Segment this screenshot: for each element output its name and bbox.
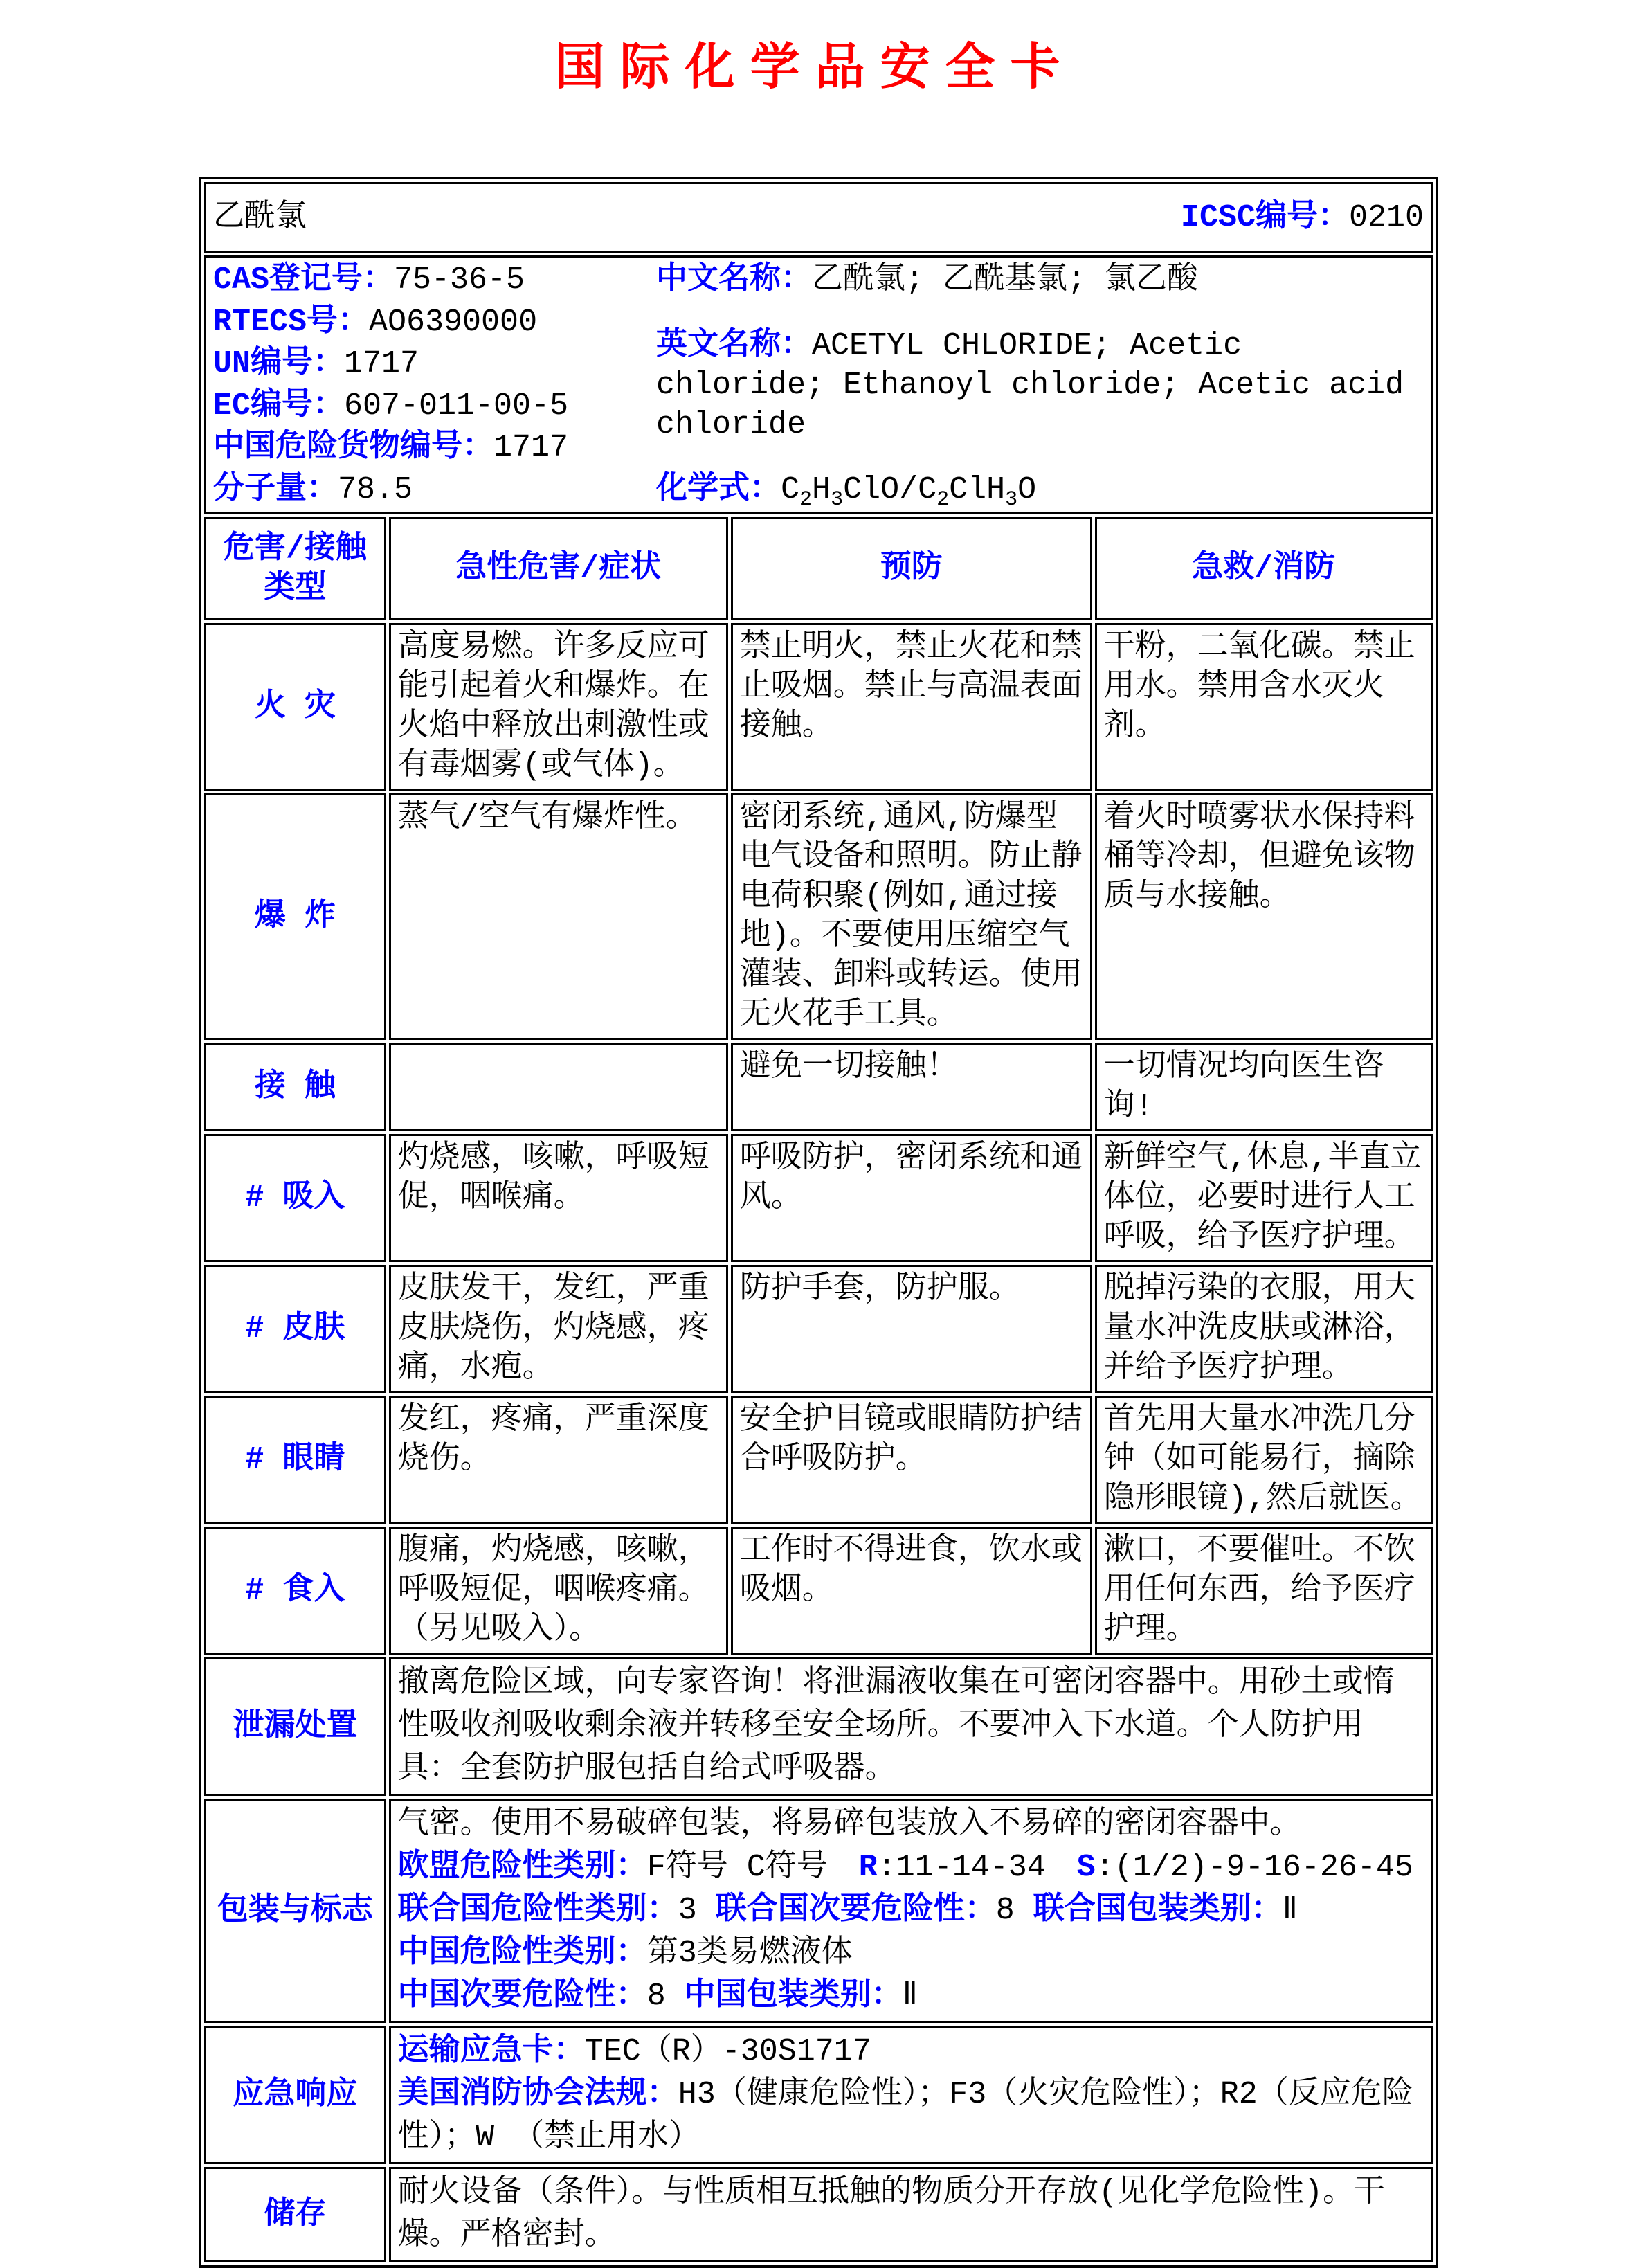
row-spill	[204, 1657, 1433, 1796]
row-emergency	[204, 2026, 1433, 2164]
icsc-card-table	[199, 177, 1438, 2268]
row-eyes-prevention: 安全护目镜或眼睛防护结合呼吸防护。	[731, 1396, 1092, 1524]
row-inhalation-response: 新鲜空气,休息,半直立体位，必要时进行人工呼吸，给予医疗护理。	[1095, 1134, 1433, 1262]
info-cell	[204, 255, 1433, 514]
packaging-line-eu: 欧盟危险性类别：F符号 C符号 R:11-14-34 S:(1/2)-9-16-26-45	[397, 1850, 1413, 1885]
row-contact-response: 一切情况均向医生咨询!	[1095, 1043, 1433, 1131]
chemical-formula: 化学式：$C_2H_3ClO/C_2ClH_3O$	[656, 472, 1037, 512]
row-fire	[204, 623, 1433, 791]
row-inhalation	[204, 1134, 1433, 1262]
row-eyes-response: 首先用大量水冲洗几分钟（如可能易行，摘除隐形眼镜),然后就医。	[1095, 1396, 1433, 1524]
identifier-rtecs: RTECS号：AO6390000	[213, 304, 538, 340]
formula-value: $C_2H_3ClO/C_2ClH_3O$	[781, 472, 1037, 512]
row-contact-label: 接 触	[204, 1043, 386, 1131]
row-fire-label: 火 灾	[204, 623, 386, 791]
row-emergency-label: 应急响应	[204, 2026, 386, 2164]
row-explosion-label: 爆 炸	[204, 793, 386, 1040]
row-skin-symptoms: 皮肤发干，发红，严重皮肤烧伤，灼烧感，疼痛，水疱。	[389, 1265, 728, 1393]
row-ingestion-response: 漱口，不要催吐。不饮用任何东西，给予医疗护理。	[1095, 1527, 1433, 1655]
emergency-line-nfpa: 美国消防协会法规：H3（健康危险性）；F3（火灾危险性）；R2（反应危险性）；W （禁止用水）	[397, 2077, 1413, 2155]
row-storage-content: 耐火设备（条件）。与性质相互抵触的物质分开存放(见化学危险性)。干燥。严格密封。	[389, 2167, 1433, 2262]
row-spill-content: 撤离危险区域，向专家咨询！将泄漏液收集在可密闭容器中。用砂土或惰性吸收剂吸收剩余液并转移至安全场所。不要冲入下水道。个人防护用具：全套防护服包括自给式呼吸器。	[389, 1657, 1433, 1796]
identifier-mol-weight: 分子量：78.5	[213, 471, 413, 507]
header-symptoms: 急性危害/症状	[389, 517, 728, 620]
row-fire-prevention: 禁止明火，禁止火花和禁止吸烟。禁止与高温表面接触。	[731, 623, 1092, 791]
identifier-cas: CAS登记号：75-36-5	[213, 262, 525, 298]
name-row	[204, 182, 1433, 253]
english-names: 英文名称：ACETYL CHLORIDE; Acetic chloride; Ethanoyl chloride; Acetic acid chloride	[656, 327, 1404, 442]
packaging-line-china-sub: 中国次要危险性：8 中国包装类别：Ⅱ	[397, 1979, 918, 2014]
icsc-number-value: 0210	[1348, 199, 1424, 235]
table-header-row	[204, 517, 1433, 620]
identifier-list	[213, 260, 656, 510]
row-emergency-content	[389, 2026, 1433, 2164]
row-skin	[204, 1265, 1433, 1393]
emergency-line-tec: 运输应急卡：TEC（R）-30S1717	[397, 2034, 871, 2069]
packaging-line-china-class: 中国危险性类别：第3类易燃液体	[397, 1936, 853, 1971]
row-packaging-label: 包装与标志	[204, 1799, 386, 2023]
icsc-number-label: ICSC编号：	[1180, 199, 1349, 235]
name-list	[656, 260, 1424, 510]
row-inhalation-prevention: 呼吸防护，密闭系统和通风。	[731, 1134, 1092, 1262]
row-explosion-prevention: 密闭系统,通风,防爆型电气设备和照明。防止静电荷积聚(例如,通过接地)。不要使用压缩空气灌装、卸料或转运。使用无火花手工具。	[731, 793, 1092, 1040]
row-contact-symptoms	[389, 1043, 728, 1131]
row-contact-prevention: 避免一切接触！	[731, 1043, 1092, 1131]
header-response: 急救/消防	[1095, 517, 1433, 620]
identifier-ec: EC编号：607-011-00-5	[213, 388, 569, 424]
row-fire-symptoms: 高度易燃。许多反应可能引起着火和爆炸。在火焰中释放出刺激性或有毒烟雾(或气体)。	[389, 623, 728, 791]
row-ingestion	[204, 1527, 1433, 1655]
row-eyes	[204, 1396, 1433, 1524]
row-inhalation-symptoms: 灼烧感，咳嗽，呼吸短促，咽喉痛。	[389, 1134, 728, 1262]
identifier-china-dg: 中国危险货物编号：1717	[213, 430, 569, 466]
row-explosion	[204, 793, 1433, 1040]
chinese-names: 中文名称：乙酰氯; 乙酰基氯; 氯乙酸	[656, 262, 1199, 298]
row-explosion-symptoms: 蒸气/空气有爆炸性。	[389, 793, 728, 1040]
header-hazard-type: 危害/接触 类型	[204, 517, 386, 620]
info-row	[204, 255, 1433, 514]
row-eyes-label: # 眼睛	[204, 1396, 386, 1524]
row-ingestion-label: # 食入	[204, 1527, 386, 1655]
icsc-number-group	[1181, 198, 1424, 237]
row-inhalation-label: # 吸入	[204, 1134, 386, 1262]
packaging-line-general: 气密。使用不易破碎包装，将易碎包装放入不易碎的密闭容器中。	[397, 1807, 1301, 1842]
row-contact	[204, 1043, 1433, 1131]
row-skin-response: 脱掉污染的衣服，用大量水冲洗皮肤或淋浴，并给予医疗护理。	[1095, 1265, 1433, 1393]
identifier-un: UN编号：1717	[213, 346, 419, 382]
packaging-line-un: 联合国危险性类别：3 联合国次要危险性：8 联合国包装类别：Ⅱ	[397, 1893, 1298, 1928]
substance-name: 乙酰氯	[213, 199, 307, 235]
row-skin-prevention: 防护手套，防护服。	[731, 1265, 1092, 1393]
row-storage	[204, 2167, 1433, 2262]
row-explosion-response: 着火时喷雾状水保持料桶等冷却，但避免该物质与水接触。	[1095, 793, 1433, 1040]
row-eyes-symptoms: 发红，疼痛，严重深度烧伤。	[389, 1396, 728, 1524]
row-spill-label: 泄漏处置	[204, 1657, 386, 1796]
row-ingestion-symptoms: 腹痛，灼烧感，咳嗽，呼吸短促，咽喉疼痛。（另见吸入）。	[389, 1527, 728, 1655]
row-packaging	[204, 1799, 1433, 2023]
name-row-cell	[204, 182, 1433, 253]
page-title: 国际化学品安全卡	[554, 42, 1076, 99]
row-ingestion-prevention: 工作时不得进食，饮水或吸烟。	[731, 1527, 1092, 1655]
row-fire-response: 干粉，二氧化碳。禁止用水。禁用含水灭火剂。	[1095, 623, 1433, 791]
row-skin-label: # 皮肤	[204, 1265, 386, 1393]
row-storage-label: 储存	[204, 2167, 386, 2262]
row-packaging-content	[389, 1799, 1433, 2023]
header-prevention: 预防	[731, 517, 1092, 620]
